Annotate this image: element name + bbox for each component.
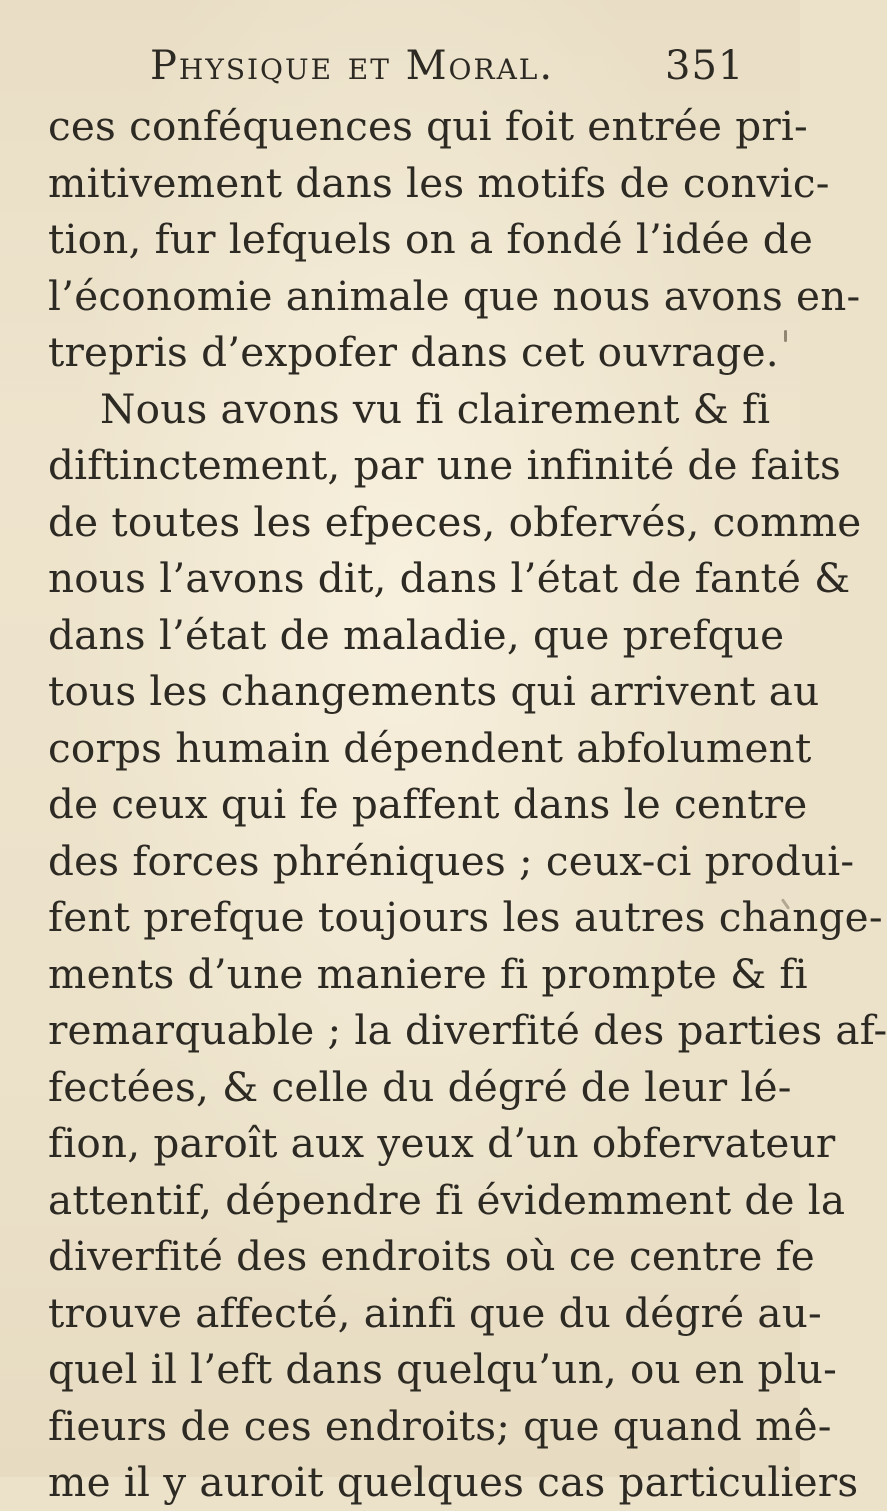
paper-speck [784, 330, 787, 342]
page-header [0, 38, 800, 94]
text-line: des forces phréniques ; ceux-ci produi- [48, 836, 855, 885]
text-line: tous les changements qui arrivent au [48, 667, 820, 715]
text-line: de toutes les efpeces, obfervés, comme [48, 497, 862, 546]
text-line: diverfité des endroits où ce centre fe [48, 1232, 815, 1280]
text-line: mitivement dans les motifs de convic- [48, 158, 830, 207]
text-line: fent prefque toujours les autres change- [48, 893, 883, 941]
text-line: diftinctement, par une infinité de faits [48, 441, 841, 489]
text-line: quel il l’eft dans quelqu’un, ou en plu- [48, 1345, 837, 1393]
text-line: attentif, dépendre fi évidemment de la [48, 1175, 846, 1224]
text-line: nous l’avons dit, dans l’état de fanté & [48, 554, 851, 602]
text-line: remarquable ; la diverfité des parties af- [48, 1006, 887, 1054]
text-line: Nous avons vu fi clairement & fi [100, 384, 771, 433]
text-line: trouve affecté, ainfi que du dégré au- [48, 1288, 822, 1337]
text-line: ments d’une maniere fi prompte & fi [48, 949, 808, 998]
text-line: dans l’état de maladie, que prefque [48, 610, 785, 659]
page-number: 351 [665, 43, 745, 89]
text-line: fectées, & celle du dégré de leur lé- [48, 1062, 792, 1111]
text-line: l’économie animale que nous avons en- [48, 271, 861, 320]
body-text [48, 98, 887, 1511]
text-line: fion, paroît aux yeux d’un obfervateur [48, 1119, 836, 1167]
text-line: corps humain dépendent abfolument [48, 723, 812, 772]
text-line: de ceux qui fe paffent dans le centre [48, 780, 808, 828]
text-line: tion, fur lefquels on a fondé l’idée de [48, 215, 814, 263]
text-line: ces conféquences qui foit entrée pri- [48, 102, 808, 150]
text-line: me il y auroit quelques cas particuliers [48, 1458, 859, 1506]
text-line: fieurs de ces endroits; que quand mê- [48, 1401, 832, 1450]
text-line: trepris d’expofer dans cet ouvrage. [48, 328, 779, 376]
running-title: Physique et Moral. [150, 43, 555, 89]
